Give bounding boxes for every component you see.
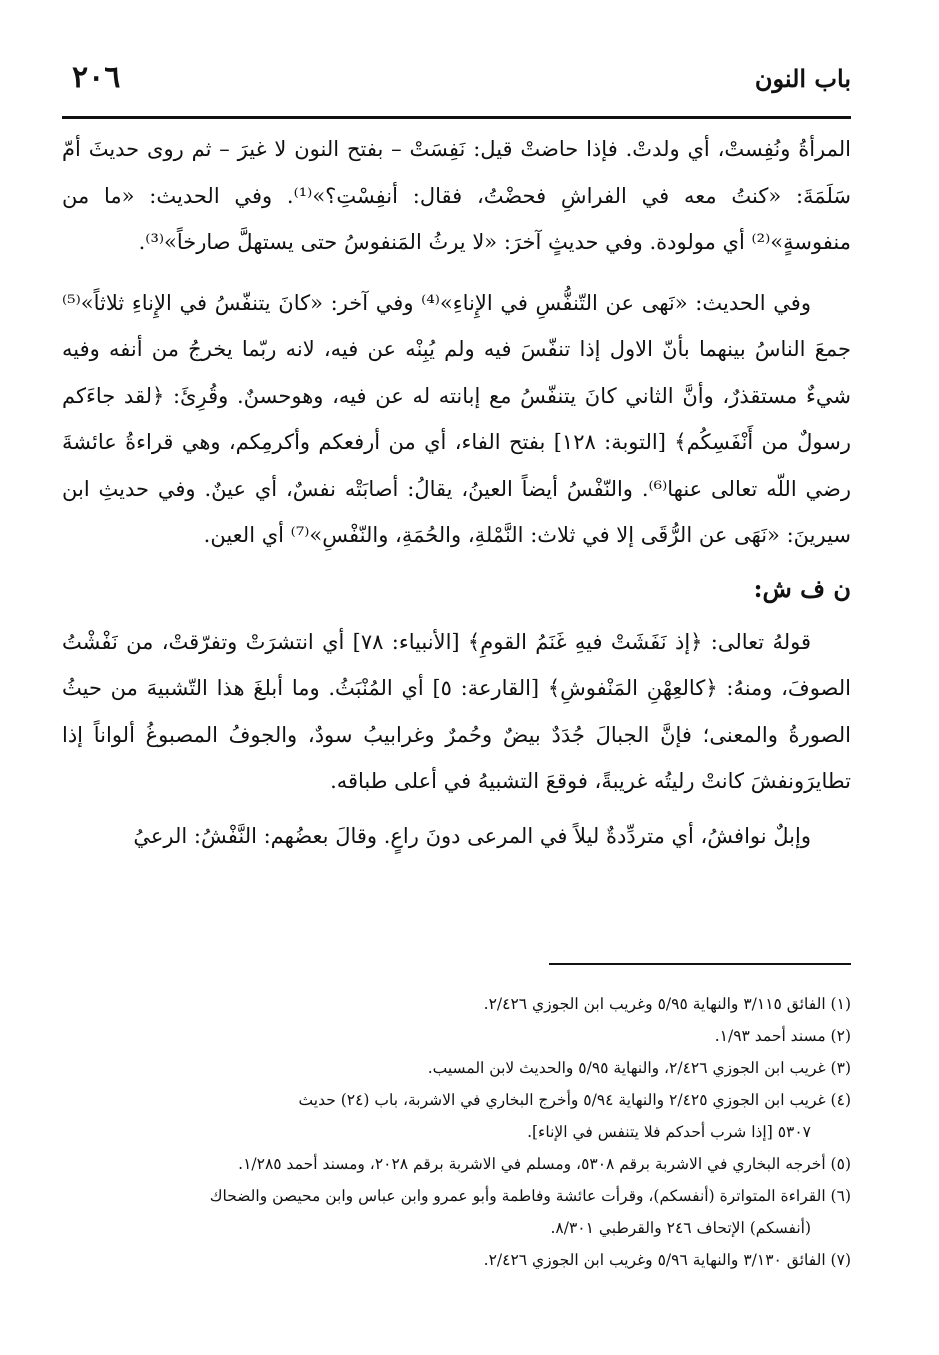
footnote-continuation: (أنفسكم) الإتحاف ٢٤٦ والقرطبي ٨/٣٠١. (550, 1219, 811, 1237)
footnote: (٢) مسند أحمد ١/٩٣. (714, 1027, 851, 1045)
footnote-continuation: ٥٣٠٧ [إذا شرب أحدكم فلا يتنفس في الإناء]. (527, 1123, 811, 1141)
page-header (62, 58, 851, 119)
footnote: (١) الفائق ٣/١١٥ والنهاية ٥/٩٥ وغريب ابن الجوزي ٢/٤٢٦. (483, 995, 851, 1013)
paragraph: وإبلٌ نوافشُ، أي متردِّدةٌ ليلاً في المرعى دونَ راعٍ. وقالَ بعضُهم: النَّفْشُ: الرعيُ (133, 823, 811, 848)
paragraph: قولهُ تعالى: ﴿إذ نَفَشَتْ فيهِ غَنَمُ القومِ﴾ [الأنبياء: ٧٨] أي انتشرَتْ وتفرّقتْ، من نَفْشْتُ الصوفَ، ومنهُ: ﴿كالعِهْنِ المَنْفوشِ﴾ [القارعة: ٥] أي المُنْبَثُ. وما أبلغَ هذا التّشبيهَ من حيثُ الصورةُ والمعنى؛ فإنَّ الجبالَ جُدَدٌ بيضٌ وحُمرٌ وغرابيبُ سودٌ، والجوفُ المصبوغُ ألواناً إذا تطايرَونفشَ كانتْ رليتُه غريبةً، فوقعَ التشبيهُ في أعلى طباقه. (62, 629, 851, 793)
footnote: (٤) غريب ابن الجوزي ٢/٤٢٥ والنهاية ٥/٩٤ وأخرج البخاري في الاشربة، باب (٢٤) حديث (298, 1091, 851, 1109)
footnote: (٥) أخرجه البخاري في الاشربة برقم ٥٣٠٨، ومسلم في الاشربة برقم ٢٠٢٨، ومسند أحمد ١/٢٨٥. (238, 1155, 851, 1173)
footnote: (٧) الفائق ٣/١٣٠ والنهاية ٥/٩٦ وغريب ابن الجوزي ٢/٤٢٦. (483, 1251, 851, 1269)
chapter-title: باب النون (754, 64, 851, 93)
footnote: (٦) القراءة المتواترة (أنفسكم)، وقرأت عائشة وفاطمة وأبو عمرو وابن عباس وابن محيصن والضحاك (209, 1187, 851, 1205)
paragraph: وفي الحديث: «نَهى عن التّنفُّسِ في الإِناءِ»⁽⁴⁾ وفي آخر: «كانَ يتنفّسُ في الإِناءِ ثلاثاً»⁽⁵⁾ جمعَ الناسُ بينهما بأنّ الاول إذا تنفّسَ فيه ولم يُبِنْه عن فيه، لانه ربّما يخرجُ من أنفه وفيه شيءٌ مستقذرٌ، وأنَّ الثاني كانَ يتنفّسُ مع إبانته له عن فيه، وهوحسنٌ. وقُرِئَ: ﴿لقد جاءَكم رسولٌ من أَنْفَسِكُم﴾ [التوبة: ١٢٨] بفتح الفاء، أي من أرفعكم وأكرمِكم، وهي قراءةُ عائشةَ رضي اللّه تعالى عنها⁽⁶⁾. والنّفْسُ أيضاً العينُ، يقالُ: أصابَتْه نفسٌ، أي عينٌ. وفي حديثِ ابن سيرينَ: «نَهَى عن الرُّقَى إلا في ثلاث: النَّمْلةِ، والحُمَةِ، والنّفْسِ»⁽⁷⁾ أي العين. (62, 290, 851, 547)
main-text (62, 126, 851, 859)
paragraph: المرأةُ ونُفِستْ، أي ولدتْ. فإذا حاضتْ قيل: نَفِسَتْ – بفتح النون لا غيرَ – ثم روى حديثَ أمّ سَلَمَةَ: «كنتُ معه في الفراشِ فحضْتُ، فقال: أنفِسْتِ؟»⁽¹⁾. وفي الحديث: «ما من منفوسةٍ»⁽²⁾ أي مولودة. وفي حديثٍ آخرَ: «لا يرثُ المَنفوسُ حتى يستهلَّ صارخاً»⁽³⁾. (62, 137, 851, 254)
footnote-divider (549, 963, 851, 965)
section-heading: ن ف ش: (753, 573, 851, 603)
footnote: (٣) غريب ابن الجوزي ٢/٤٢٦، والنهاية ٥/٩٥ والحديث لابن المسيب. (427, 1059, 851, 1077)
page-number: ٢٠٦ (72, 60, 121, 95)
footnotes (62, 988, 851, 1276)
